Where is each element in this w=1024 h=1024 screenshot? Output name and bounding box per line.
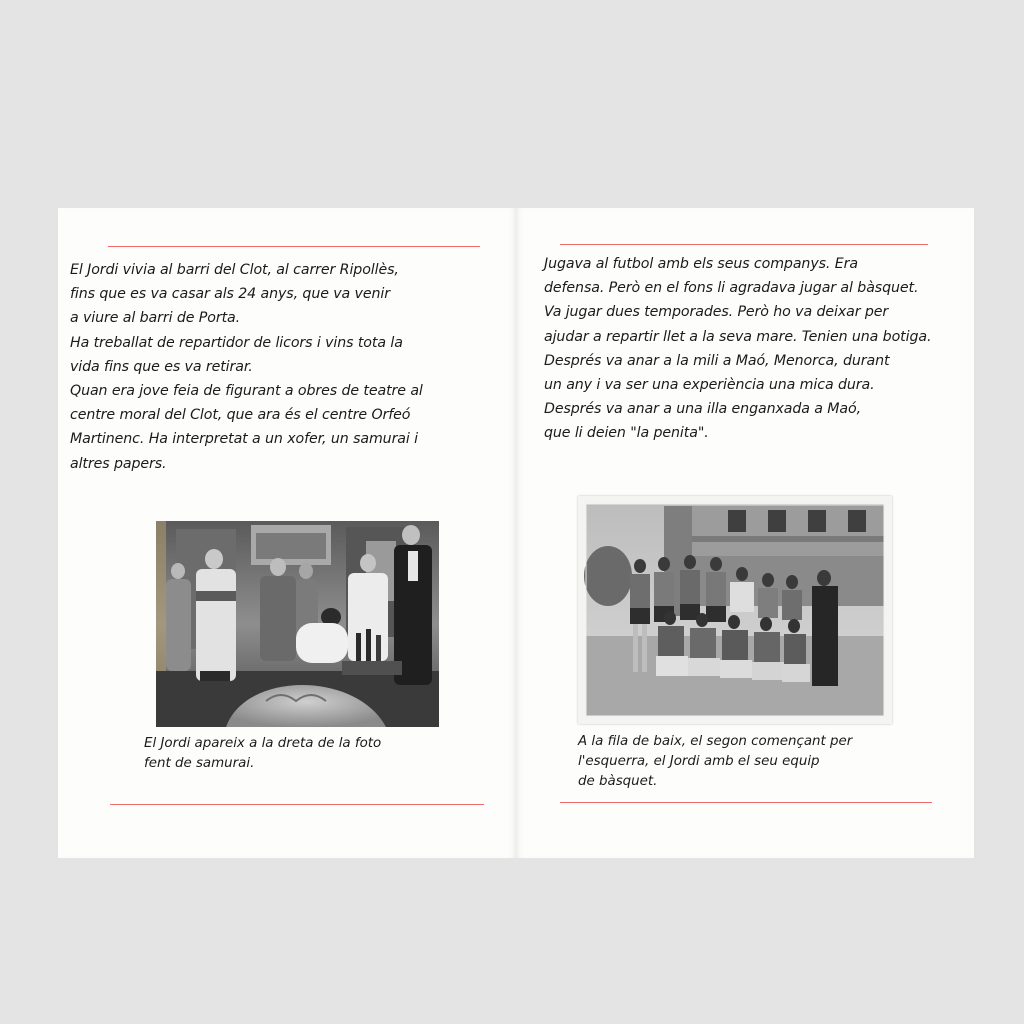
basketball-photo-image	[578, 496, 892, 724]
theatre-photo-image	[156, 521, 439, 727]
caption-line: l'esquerra, el Jordi amb el seu equip	[578, 754, 820, 769]
text-line: El Jordi vivia al barri del Clot, al carrer Ripollès,	[70, 262, 399, 278]
left-page	[58, 208, 516, 858]
text-line: que li deien "la penita".	[544, 425, 709, 442]
text-line: un any i va ser una experiència una mica dura.	[544, 377, 875, 394]
text-line: vida fins que es va retirar.	[70, 358, 253, 375]
booklet-spread	[58, 208, 974, 858]
text-line: centre moral del Clot, que ara és el centre Orfeó	[70, 407, 411, 424]
text-line: Va jugar dues temporades. Però ho va deixar per	[544, 304, 889, 321]
left-paragraph	[70, 258, 423, 476]
text-line: ajudar a repartir llet a la seva mare. Tenien una botiga.	[544, 328, 932, 345]
top-rule-right	[560, 244, 928, 245]
right-paragraph	[544, 252, 931, 446]
text-line: Martinenc. Ha interpretat a un xofer, un samurai i	[70, 431, 418, 448]
text-line: fins que es va casar als 24 anys, que va venir	[70, 286, 390, 303]
text-line: altres papers.	[70, 455, 167, 472]
caption-line: fent de samurai.	[144, 756, 255, 771]
text-line: Jugava al futbol amb els seus companys. Era	[544, 256, 858, 272]
basketball-photo	[578, 496, 892, 724]
bottom-rule-left	[110, 804, 484, 805]
text-line: a viure al barri de Porta.	[70, 310, 241, 327]
text-line: Després va anar a la mili a Maó, Menorca, durant	[544, 352, 890, 369]
caption-line: A la fila de baix, el segon començant per	[578, 734, 853, 749]
theatre-photo-caption	[144, 734, 381, 774]
bottom-rule-right	[560, 802, 932, 803]
theatre-photo	[156, 521, 439, 727]
basketball-photo-caption	[578, 732, 852, 792]
text-line: Ha treballat de repartidor de licors i vins tota la	[70, 334, 403, 351]
right-page	[516, 208, 974, 858]
top-rule-left	[108, 246, 480, 247]
text-line: Després va anar a una illa enganxada a Maó,	[544, 401, 861, 418]
caption-line: El Jordi apareix a la dreta de la foto	[144, 736, 382, 751]
text-line: defensa. Però en el fons li agradava jugar al bàsquet.	[544, 280, 919, 297]
text-line: Quan era jove feia de figurant a obres de teatre al	[70, 383, 423, 400]
caption-line: de bàsquet.	[578, 774, 658, 789]
